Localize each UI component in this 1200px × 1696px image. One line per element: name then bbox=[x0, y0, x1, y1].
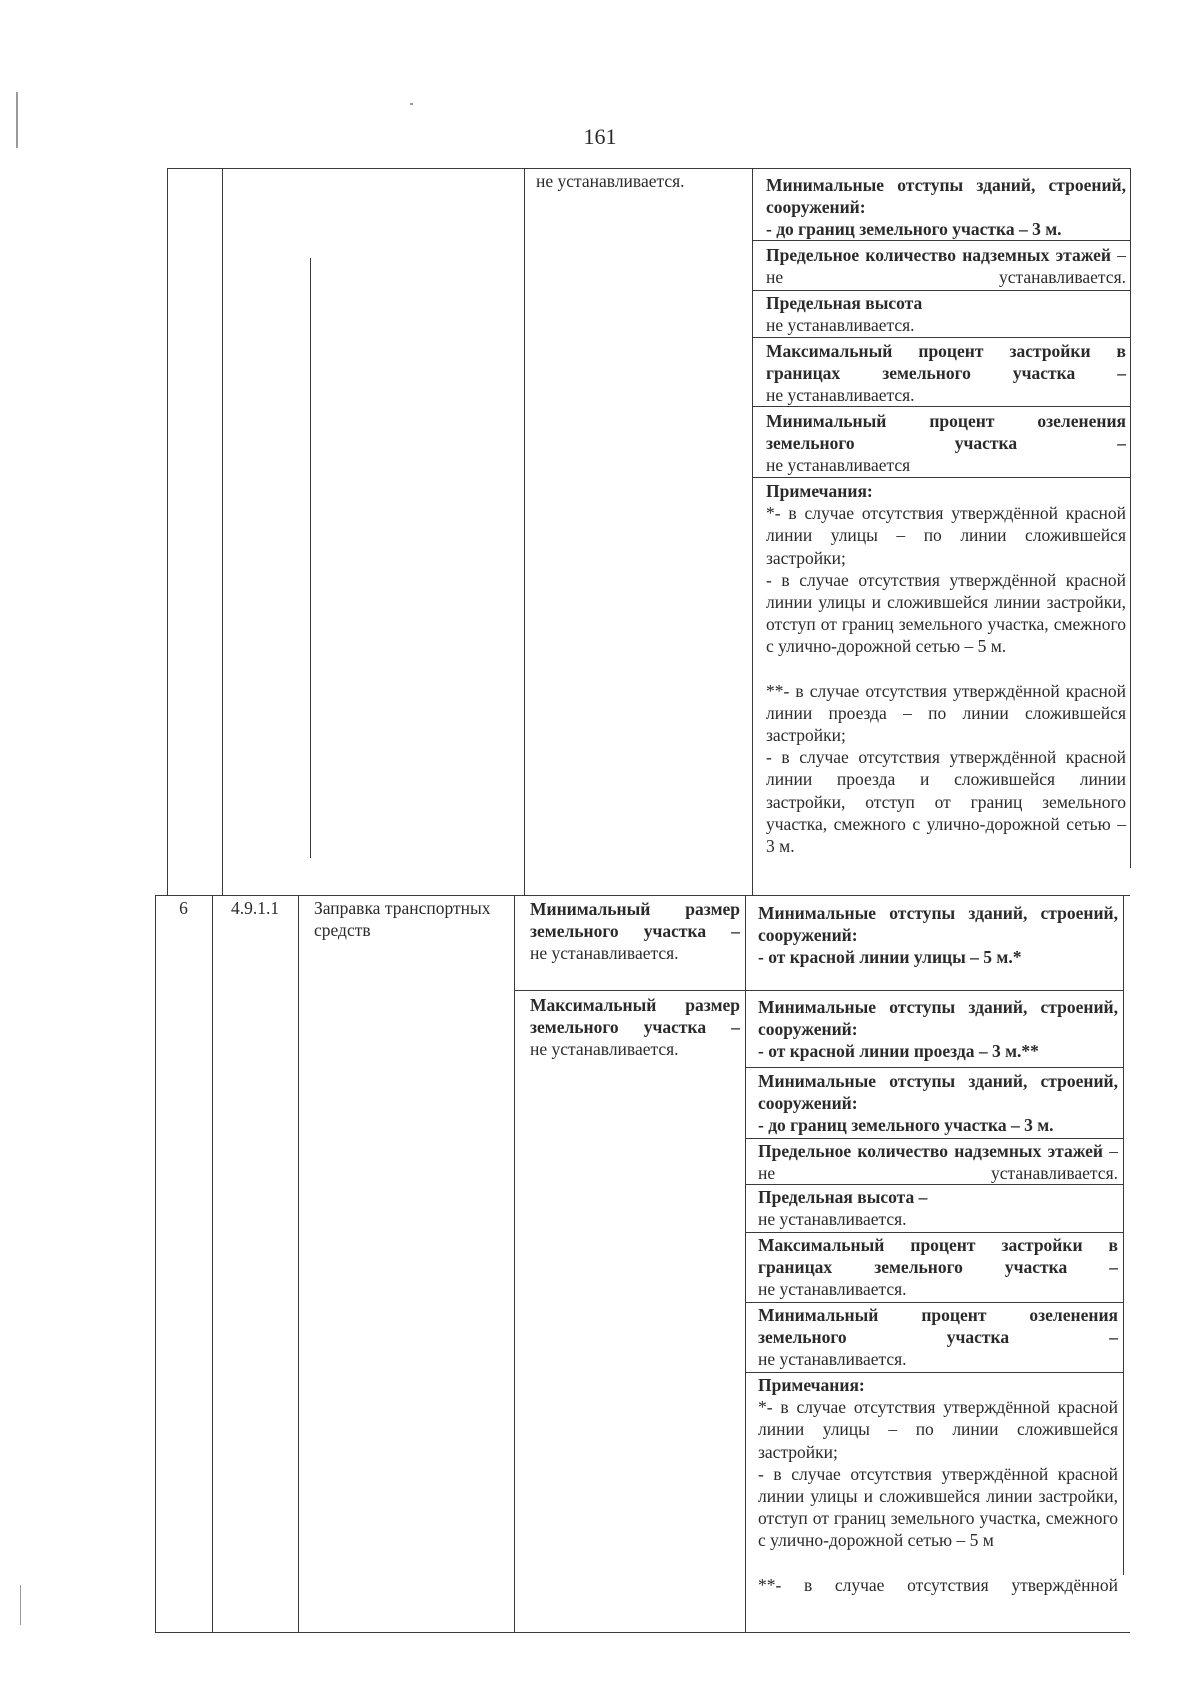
min-size-title: Минимальный размер земельного участка – bbox=[530, 899, 740, 942]
vysota-title-2: Предельная высота – bbox=[758, 1187, 928, 1207]
ozelenenie-cell bbox=[766, 410, 1126, 477]
otstup-granic-cell bbox=[758, 1070, 1118, 1137]
ozelenenie-cell-2 bbox=[758, 1304, 1118, 1371]
note-2-2: - в случае отсутствия утверждённой красной линии улицы и сложившейся линии застройки, отступ от границ земельного участка, смежного с улично-дорожной сетью – 5 м bbox=[758, 1463, 1118, 1551]
max-size-title: Максимальный размер земельного участка – bbox=[530, 995, 740, 1038]
zastroika-title: Максимальный процент застройки в границах земельного участка – bbox=[766, 341, 1126, 384]
note-3: **- в случае отсутствия утверждённой красной линии проезда – по линии сложившейся застройки; bbox=[766, 680, 1126, 746]
use-code: 4.9.1.1 bbox=[230, 898, 280, 918]
otstupy-granic-cell bbox=[766, 174, 1126, 241]
etazhi-cell bbox=[766, 244, 1126, 288]
otstupy-title: Минимальные отступы зданий, строений, сооружений: bbox=[766, 175, 1126, 218]
vysota-cell bbox=[766, 292, 1126, 336]
min-size-value-cell: не устанавливается. bbox=[536, 171, 685, 191]
row-number: 6 bbox=[179, 898, 188, 918]
note-1-2: *- в случае отсутствия утверждённой красной линии улицы – по линии сложившейся застройки; bbox=[758, 1397, 1118, 1462]
otstup-proezd-cell bbox=[758, 996, 1118, 1063]
etazhi-cell-2 bbox=[758, 1140, 1118, 1184]
notes-cell-2 bbox=[758, 1374, 1118, 1596]
max-size-value: не устанавливается. bbox=[530, 1039, 679, 1060]
zastroika-cell bbox=[766, 340, 1126, 407]
notes-title: Примечания: bbox=[766, 481, 873, 501]
vysota-value: не устанавливается. bbox=[766, 315, 915, 336]
zastroika-value-2: не устанавливается. bbox=[758, 1279, 907, 1300]
vysota-title: Предельная высота bbox=[766, 293, 923, 313]
otstupy-value: - до границ земельного участка – 3 м. bbox=[766, 219, 1062, 240]
page-number: 161 bbox=[583, 124, 617, 149]
vysota-value-2: не устанавливается. bbox=[758, 1209, 907, 1230]
scan-speck bbox=[16, 92, 18, 148]
etazhi-value-2: – не устанавливается. bbox=[758, 1141, 1119, 1184]
otstup-proezd-value: - от красной линии проезда – 3 м.** bbox=[758, 1041, 1039, 1062]
otstup-ulica-cell bbox=[758, 902, 1118, 969]
etazhi-title-2: Предельное количество надземных этажей bbox=[758, 1141, 1104, 1161]
note-2: - в случае отсутствия утверждённой красной линии улицы и сложившейся линии застройки, отступ от границ земельного участка, смежного с улично-дорожной сетью – 5 м. bbox=[766, 569, 1126, 657]
ozelenenie-value: не устанавливается bbox=[766, 455, 911, 476]
scan-speck bbox=[410, 103, 413, 105]
etazhi-title: Предельное количество надземных этажей bbox=[766, 245, 1112, 265]
zastroika-cell-2 bbox=[758, 1234, 1118, 1301]
ozelenenie-value-2: не устанавливается. bbox=[758, 1349, 907, 1370]
otstup-granic-value: - до границ земельного участка – 3 м. bbox=[758, 1115, 1054, 1136]
notes-title-2: Примечания: bbox=[758, 1375, 865, 1395]
vysota-cell-2 bbox=[758, 1186, 1118, 1230]
otstup-ulica-title: Минимальные отступы зданий, строений, сооружений: bbox=[758, 903, 1118, 946]
note-4: - в случае отсутствия утверждённой красной линии проезда и сложившейся линии застройки, отступ от границ земельного участка, смежного с улично-дорожной сетью – 3 м. bbox=[766, 747, 1126, 857]
ozelenenie-title: Минимальный процент озеленения земельного участка – bbox=[766, 411, 1126, 454]
otstup-ulica-value: - от красной линии улицы – 5 м.* bbox=[758, 947, 1022, 968]
otstup-granic-title: Минимальные отступы зданий, строений, сооружений: bbox=[758, 1071, 1118, 1114]
max-size-cell bbox=[530, 994, 740, 1061]
use-name: Заправка транспортных средств bbox=[314, 898, 491, 941]
scan-speck bbox=[20, 1585, 21, 1625]
etazhi-value: – не устанавливается. bbox=[766, 245, 1127, 288]
notes-cell bbox=[766, 480, 1126, 857]
note-3-2: **- в случае отсутствия утверждённой bbox=[758, 1574, 1118, 1595]
zastroika-title-2: Максимальный процент застройки в границах земельного участка – bbox=[758, 1235, 1118, 1278]
ozelenenie-title-2: Минимальный процент озеленения земельного участка – bbox=[758, 1305, 1118, 1348]
zastroika-value: не устанавливается. bbox=[766, 385, 915, 406]
note-1: *- в случае отсутствия утверждённой красной линии улицы – по линии сложившейся застройки; bbox=[766, 503, 1126, 568]
min-size-value: не устанавливается. bbox=[530, 943, 679, 964]
min-size-cell bbox=[530, 898, 740, 965]
otstup-proezd-title: Минимальные отступы зданий, строений, сооружений: bbox=[758, 997, 1118, 1040]
